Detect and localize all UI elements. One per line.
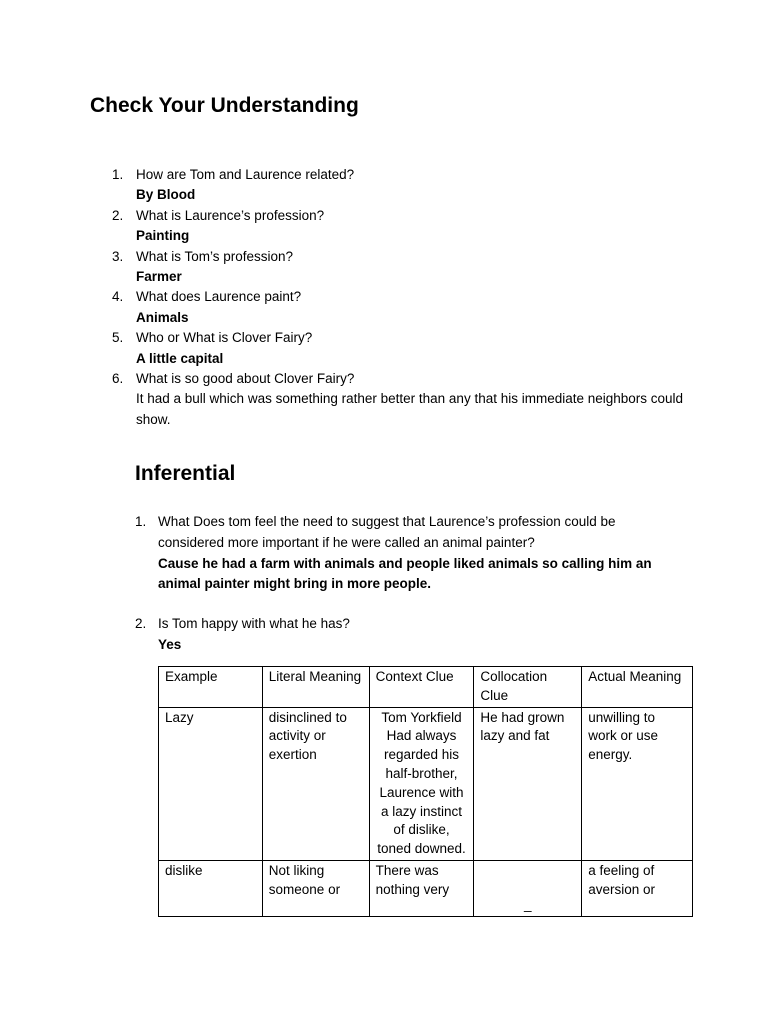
question-text: Is Tom happy with what he has? [158,616,350,631]
question-number: 1. [112,167,124,182]
table-cell: Not liking someone or [262,860,369,916]
table-cell: dislike [159,860,263,916]
question-text: What does Laurence paint? [136,289,302,305]
answer-text: A little capital [136,350,224,366]
answer-text: Animals [136,309,189,325]
question-text: What Does tom feel the need to suggest that Laurence’s profession could be considered more important if he were called an animal painter? [158,514,616,550]
table-cell: _ [474,860,582,916]
header-cell: Context Clue [369,667,474,708]
table-cell: unwilling to work or use energy. [582,707,693,860]
table-cell: Lazy [159,707,263,860]
table-row [159,860,693,916]
page-title: Check Your Understanding [90,94,359,117]
table-cell: Tom Yorkfield Had always regarded his half-brother, Laurence with a lazy instinct of dislike, toned downed. [369,707,474,860]
table-cell: disinclined to activity or exertion [262,707,369,860]
question-number: 1. [135,514,147,529]
section-heading: Inferential [135,462,236,485]
inferential-question-2 [135,614,675,656]
header-cell: Actual Meaning [582,667,693,708]
question-item [112,328,692,369]
comprehension-questions [112,165,692,430]
question-number: 2. [135,616,147,631]
vocabulary-table [158,666,693,917]
question-text: What is Tom’s profession? [136,248,294,264]
table-cell: He had grown lazy and fat [474,707,582,860]
question-number: 3. [112,248,124,264]
answer-text: Cause he had a farm with animals and people liked animals so calling him an animal painter might bring in more people. [158,555,652,592]
question-item [112,287,692,328]
header-cell: Collocation Clue [474,667,582,708]
answer-text: By Blood [136,187,196,203]
answer-text: It had a bull which was something rather better than any that his immediate neighbors could show. [136,391,684,427]
question-item [112,369,692,430]
inferential-question-1 [135,512,675,595]
question-item [135,512,675,595]
question-item [112,247,692,288]
table-cell: a feeling of aversion or [582,860,693,916]
table-cell: There was nothing very [369,860,474,916]
question-item [112,206,692,247]
question-item [112,165,692,206]
question-number: 2. [112,207,124,223]
question-item [135,614,675,656]
question-text: What is so good about Clover Fairy? [136,371,355,387]
question-number: 6. [112,371,124,387]
question-text: Who or What is Clover Fairy? [136,330,313,346]
question-number: 4. [112,289,124,305]
header-cell: Literal Meaning [262,667,369,708]
header-cell: Example [159,667,263,708]
answer-text: Yes [158,636,182,652]
answer-text: Painting [136,228,190,244]
question-text: How are Tom and Laurence related? [136,167,355,182]
question-text: What is Laurence’s profession? [136,207,325,223]
question-number: 5. [112,330,124,346]
answer-text: Farmer [136,269,182,285]
table-header-row [159,667,693,708]
table-row [159,707,693,860]
